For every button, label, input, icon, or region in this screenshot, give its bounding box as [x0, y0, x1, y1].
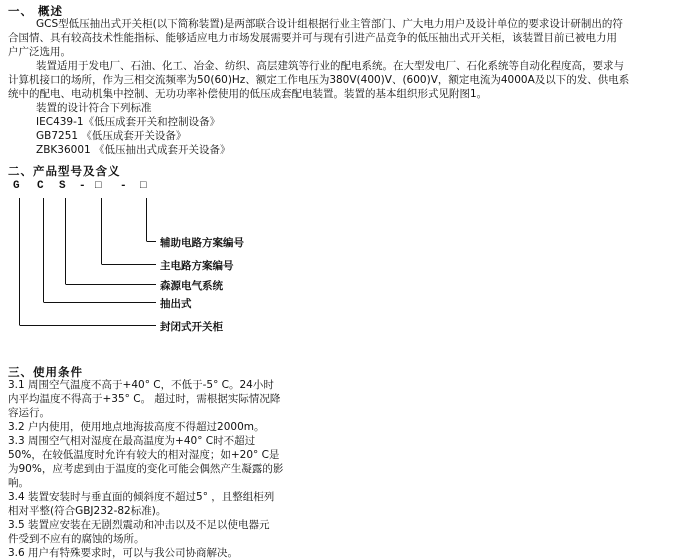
model-code-box: □ [95, 180, 102, 192]
label-enclosed: 封闭式开关柜 [160, 321, 223, 333]
section1-line-2: 合国情、具有较高技术性能指标、能够适应电力市场发展需要并可与现有引进产品竞争的低压抽出式开关柜，该装置目前已被电力用 [8, 32, 617, 44]
section1-line-4: 装置适用于发电厂、石油、化工、冶金、纺织、高层建筑等行业的配电系统。在大型发电厂、石化系统等自动化程度高，要求与 [36, 60, 624, 72]
label-drawout: 抽出式 [160, 298, 192, 310]
condition-line: 3.4 装置安装时与垂直面的倾斜度不超过5° ，且整组柜列 [8, 491, 275, 503]
condition-line: 内平均温度不得高于+35° C。 超过时，需根据实际情况降 [8, 393, 281, 405]
model-code-box: □ [140, 180, 147, 192]
condition-line: 3.1 周围空气温度不高于+40° C，不低于-5° C。24小时 [8, 379, 274, 391]
standard-item: IEC439-1《低压成套开关和控制设备》 [36, 116, 221, 128]
section1-line-6: 统中的配电、电动机集中控制、无功功率补偿使用的低压成套配电装置。装置的基本组织形式见附图1。 [8, 88, 488, 100]
model-code-dash: - [79, 180, 86, 192]
condition-line: 50%，在较低温度时允许有较大的相对湿度；如+20° C是 [8, 449, 280, 461]
section2-heading: 二、产品型号及含义 [8, 164, 121, 178]
section1-line-1: GCS型低压抽出式开关柜(以下简称装置)是两部联合设计组根据行业主管部门、广大电力用户及设计单位的要求设计研制出的符 [36, 18, 623, 30]
label-aux-circuit: 辅助电路方案编号 [160, 237, 244, 249]
standard-item: GB7251 《低压成套开关设备》 [36, 130, 187, 142]
section1-line-5: 计算机接口的场所，作为三相交流频率为50(60)Hz、额定工作电压为380V(400)V、(600)V，额定电流为4000A及以下的发、供电系 [8, 74, 630, 86]
condition-line: 3.2 户内使用，使用地点地海拔高度不得超过2000m。 [8, 421, 265, 433]
model-code-dash: - [120, 180, 127, 192]
label-main-circuit: 主电路方案编号 [160, 260, 234, 272]
label-system: 森源电气系统 [160, 280, 223, 292]
condition-line: 3.5 装置应安装在无剧烈震动和冲击以及不足以使电器元 [8, 519, 270, 531]
condition-line: 响。 [8, 477, 29, 489]
condition-line: 容运行。 [8, 407, 50, 419]
condition-line: 为90%，应考虑到由于温度的变化可能会偶然产生凝露的影 [8, 463, 284, 475]
condition-line: 3.3 周围空气相对湿度在最高温度为+40° C时不超过 [8, 435, 256, 447]
condition-line: 相对平整(符合GBJ232-82标准)。 [8, 505, 167, 517]
condition-line: 件受到不应有的腐蚀的场所。 [8, 533, 145, 545]
model-code-s: S [59, 180, 66, 192]
section1-heading: 一、 概述 [8, 4, 64, 18]
section1-line-3: 户广泛选用。 [8, 46, 71, 58]
section3-heading: 三、使用条件 [8, 365, 83, 379]
condition-line: 3.6 用户有特殊要求时，可以与我公司协商解决。 [8, 547, 239, 559]
section1-line-7: 装置的设计符合下列标准 [36, 102, 152, 114]
model-code-g: G [13, 180, 20, 192]
standard-item: ZBK36001 《低压抽出式成套开关设备》 [36, 144, 231, 156]
model-code-c: C [37, 180, 44, 192]
